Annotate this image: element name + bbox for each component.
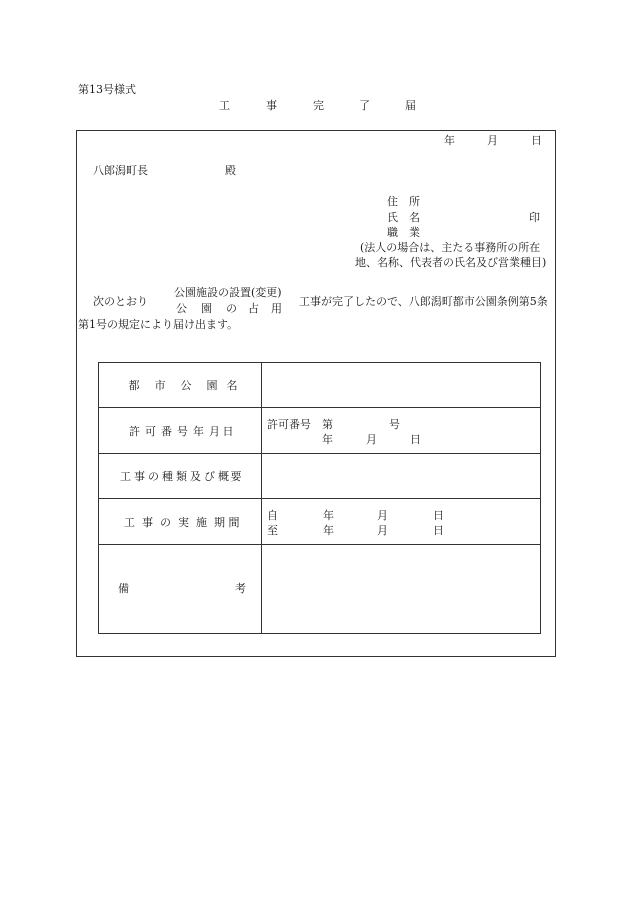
period-to-month: 月 bbox=[377, 523, 388, 537]
work-type-value[interactable] bbox=[262, 454, 541, 499]
row-label-remarks: 備 考 bbox=[99, 545, 262, 634]
period-from-day: 日 bbox=[433, 508, 444, 522]
row-label-work-type: 工 事 の 種 類 及 び 概 要 bbox=[99, 454, 262, 499]
period-from-label: 自 bbox=[267, 508, 278, 522]
permit-month-label: 月 bbox=[366, 432, 377, 446]
table-row-remarks bbox=[99, 545, 541, 634]
option-facility-installation: 公園施設の設置(変更) bbox=[174, 286, 282, 299]
permit-dai-label: 第 bbox=[322, 417, 333, 431]
detail-table bbox=[98, 362, 541, 634]
park-name-value[interactable] bbox=[262, 363, 541, 408]
date-day-label: 日 bbox=[531, 134, 542, 147]
title-char: 事 bbox=[266, 99, 277, 112]
period-to-label: 至 bbox=[267, 523, 278, 537]
declaration-suffix: 工事が完了したので、八郎潟町都市公園条例第5条 bbox=[299, 295, 548, 308]
permit-go-label: 号 bbox=[389, 417, 400, 431]
name-label-char: 名 bbox=[409, 211, 420, 224]
address-label-char: 所 bbox=[409, 195, 420, 208]
declaration-prefix: 次のとおり bbox=[93, 295, 148, 308]
addressee-name: 八郎潟町長 bbox=[93, 164, 148, 177]
period-from-year: 年 bbox=[323, 508, 334, 522]
row-label-permit: 許 可 番 号 年 月 日 bbox=[99, 408, 262, 454]
addressee-honorific: 殿 bbox=[225, 164, 236, 177]
period-from-month: 月 bbox=[377, 508, 388, 522]
permit-day-label: 日 bbox=[410, 432, 421, 446]
declaration-line2: 第1号の規定により届け出ます。 bbox=[78, 318, 239, 331]
occupation-label-char: 業 bbox=[409, 226, 420, 239]
work-period-value[interactable] bbox=[262, 499, 541, 545]
permit-number-label: 許可番号 bbox=[267, 417, 311, 431]
title-char: 了 bbox=[359, 99, 370, 112]
corporate-note-line2: 地、名称、代表者の氏名及び営業種目) bbox=[355, 256, 547, 269]
title-char: 届 bbox=[405, 99, 416, 112]
occupation-label-char: 職 bbox=[387, 226, 398, 239]
row-label-work-period: 工 事 の 実 施 期 間 bbox=[99, 499, 262, 545]
permit-year-label: 年 bbox=[322, 432, 333, 446]
table-row-work-period bbox=[99, 499, 541, 545]
name-label-char: 氏 bbox=[387, 211, 398, 224]
form-number: 第13号様式 bbox=[78, 83, 136, 96]
corporate-note-line1: (法人の場合は、主たる事務所の所在 bbox=[360, 241, 541, 254]
remarks-value[interactable] bbox=[262, 545, 541, 634]
period-to-year: 年 bbox=[323, 523, 334, 537]
row-label-park-name: 都 市 公 園 名 bbox=[99, 363, 262, 408]
seal-mark: 印 bbox=[529, 211, 540, 224]
title-char: 工 bbox=[219, 99, 230, 112]
table-row-permit bbox=[99, 408, 541, 454]
title-char: 完 bbox=[313, 99, 324, 112]
permit-value[interactable] bbox=[262, 408, 541, 454]
address-label-char: 住 bbox=[387, 195, 398, 208]
period-to-day: 日 bbox=[433, 523, 444, 537]
date-month-label: 月 bbox=[487, 134, 498, 147]
table-row-work-type bbox=[99, 454, 541, 499]
table-row-park-name bbox=[99, 363, 541, 408]
date-year-label: 年 bbox=[444, 134, 455, 147]
